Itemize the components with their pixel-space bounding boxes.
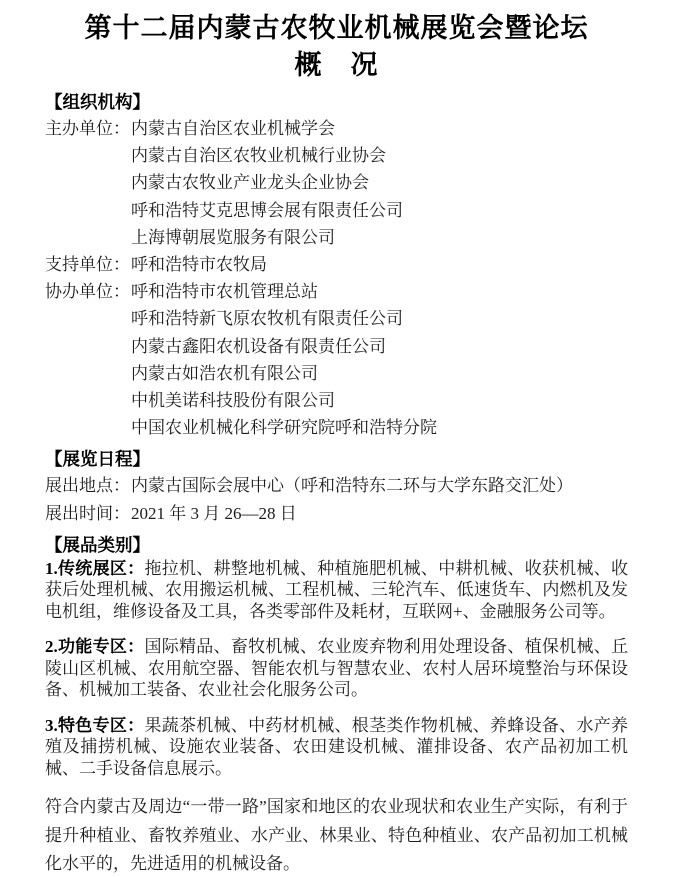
- venue-value: 内蒙古国际会展中心（呼和浩特东二环与大学东路交汇处）: [131, 476, 573, 496]
- closing-paragraph: 符合内蒙古及周边“一带一路”国家和地区的农业现状和农业生产实际，有利于提升种植业、畜牧养殖业、水产业、林果业、特色种植业、农产品初加工机械化水平的，先进适用的机械设备。: [45, 797, 628, 874]
- row-values: [131, 115, 628, 251]
- row-values: [131, 278, 628, 441]
- category-paragraph-traditional: [45, 558, 628, 623]
- co-organizer-value: 内蒙古鑫阳农机设备有限责任公司: [131, 336, 386, 356]
- row-label-venue: 展出地点：: [45, 476, 130, 496]
- row-values: [131, 472, 628, 499]
- category-paragraph-special: [45, 715, 628, 780]
- organizer-value: 呼和浩特艾克思博会展有限责任公司: [131, 200, 403, 220]
- co-organizer-row: [45, 278, 628, 441]
- organizer-value: 内蒙古自治区农牧业机械行业协会: [131, 146, 386, 166]
- row-label-date: 展出时间：: [45, 503, 130, 523]
- venue-row: [45, 472, 628, 499]
- organizer-value: 内蒙古自治区农业机械学会: [131, 119, 335, 138]
- section-heading-categories: 【展品类别】: [45, 534, 150, 555]
- row-label-coorganizer: 协办单位：: [45, 282, 130, 302]
- category-text: 拖拉机、耕整地机械、种植施肥机械、中耕机械、收获机械、收获后处理机械、农用搬运机械、工程机械、三轮汽车、低速货车、内燃机及发电机组，维修设备及工具，各类零部件及耗材，互联网+、金融服务公司等。: [45, 558, 629, 621]
- document-title: 第十二届内蒙古农牧业机械展览会暨论坛: [84, 13, 589, 43]
- category-lead: 2.功能专区：: [45, 637, 145, 657]
- category-text: 果蔬茶机械、中药材机械、根茎类作物机械、养蜂设备、水产养殖及捕捞机械、设施农业装备、农田建设机械、灌排设备、农产品初加工机械、二手设备信息展示。: [45, 715, 629, 778]
- row-label-support: 支持单位：: [45, 255, 130, 275]
- row-label-host: 主办单位：: [45, 119, 130, 138]
- date-value: 2021 年 3 月 26—28 日: [131, 503, 297, 523]
- category-text: 国际精品、畜牧机械、农业废弃物利用处理设备、植保机械、丘陵山区机械、农用航空器、智能农机与智慧农业、农村人居环境整治与环保设备、机械加工装备、农业社会化服务公司。: [45, 637, 629, 700]
- co-organizer-value: 中机美诺科技股份有限公司: [131, 391, 335, 411]
- co-organizer-value: 中国农业机械化科学研究院呼和浩特分院: [131, 418, 437, 438]
- organizer-row: [45, 115, 628, 251]
- section-heading-schedule: 【展览日程】: [45, 449, 150, 470]
- row-values: [131, 251, 628, 278]
- category-lead: 1.传统展区：: [45, 558, 145, 578]
- supporter-row: [45, 251, 628, 278]
- co-organizer-value: 呼和浩特新飞原农牧机有限责任公司: [131, 309, 403, 329]
- document-subtitle: 概 况: [294, 50, 379, 80]
- date-row: [45, 500, 628, 527]
- co-organizer-value: 内蒙古如浩农机有限公司: [131, 363, 318, 383]
- co-organizer-value: 呼和浩特市农机管理总站: [131, 282, 318, 302]
- row-values: [131, 500, 628, 527]
- organizer-value: 内蒙古农牧业产业龙头企业协会: [131, 173, 369, 193]
- organizer-value: 上海博朝展览服务有限公司: [131, 227, 335, 247]
- category-lead: 3.特色专区：: [45, 715, 145, 735]
- section-heading-organization: 【组织机构】: [45, 92, 150, 112]
- category-paragraph-functional: [45, 636, 628, 701]
- supporter-value: 呼和浩特市农牧局: [131, 255, 267, 275]
